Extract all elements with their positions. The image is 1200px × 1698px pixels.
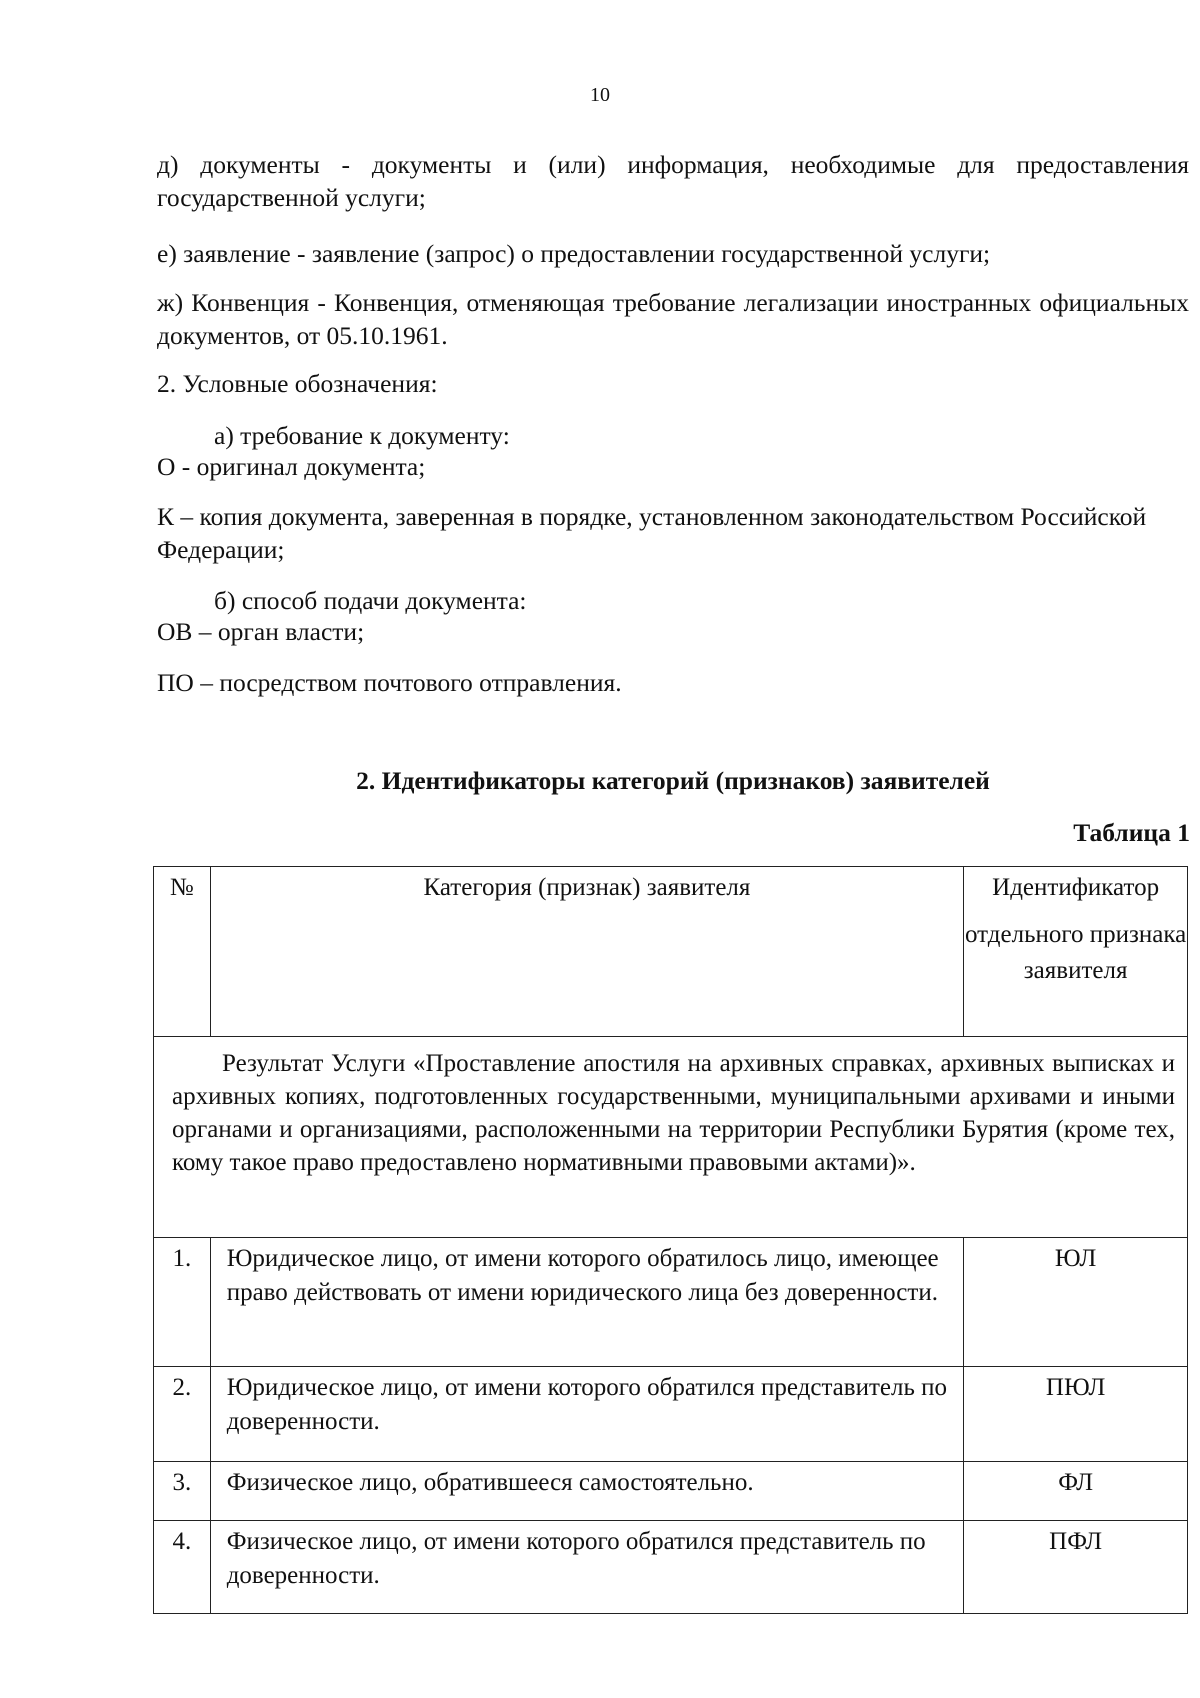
definition-zh: ж) Конвенция - Конвенция, отменяющая требование легализации иностранных официальных документов, от 05.10.1961.	[157, 288, 1189, 350]
row-identifier: ФЛ	[964, 1462, 1188, 1521]
row-number: 3.	[154, 1462, 211, 1521]
row-category: Физическое лицо, от имени которого обратился представитель по доверенности.	[210, 1521, 964, 1614]
row-number: 2.	[154, 1367, 211, 1462]
row-category: Юридическое лицо, от имени которого обратился представитель по доверенности.	[210, 1367, 964, 1462]
legend-requirement-title: а) требование к документу:	[214, 421, 510, 450]
service-result-row	[154, 1037, 1188, 1238]
row-number: 1.	[154, 1238, 211, 1367]
applicant-categories-table	[153, 866, 1188, 1614]
header-identifier	[964, 867, 1188, 1037]
legend-authority: ОВ – орган власти;	[157, 617, 365, 646]
row-category: Физическое лицо, обратившееся самостоятельно.	[210, 1462, 964, 1521]
table-caption: Таблица 1	[1073, 818, 1190, 847]
row-category: Юридическое лицо, от имени которого обратилось лицо, имеющее право действовать от имени юридического лица без доверенности.	[210, 1238, 964, 1367]
service-result-cell: Результат Услуги «Проставление апостиля на архивных справках, архивных выписках и архивных копиях, подготовленных государственными, муниципальными архивами и иными органами и организациями, расположенными на территории Республики Бурятия (кроме тех, кому такое право предоставлено нормативными правовыми актами)».	[154, 1037, 1188, 1238]
legend-submission-title: б) способ подачи документа:	[214, 586, 527, 615]
row-identifier: ЮЛ	[964, 1238, 1188, 1367]
header-identifier-line1: Идентификатор	[992, 874, 1160, 901]
table-row	[154, 1367, 1188, 1462]
header-number: №	[154, 867, 211, 1037]
legend-title: 2. Условные обозначения:	[157, 369, 438, 398]
table-row	[154, 1462, 1188, 1521]
row-identifier: ПФЛ	[964, 1521, 1188, 1614]
header-category: Категория (признак) заявителя	[210, 867, 964, 1037]
page-number: 10	[590, 84, 610, 106]
table-header-row	[154, 867, 1188, 1037]
table-row	[154, 1238, 1188, 1367]
definition-e: е) заявление - заявление (запрос) о предоставлении государственной услуги;	[157, 239, 991, 268]
section-heading: 2. Идентификаторы категорий (признаков) заявителей	[356, 766, 990, 795]
legend-copy: К – копия документа, заверенная в порядке, установленном законодательством Российской Федерации;	[157, 502, 1147, 564]
definition-d: д) документы - документы и (или) информация, необходимые для предоставления государственной услуги;	[157, 150, 1189, 212]
row-number: 4.	[154, 1521, 211, 1614]
header-identifier-line2: отдельного признака заявителя	[965, 921, 1187, 984]
table-row	[154, 1521, 1188, 1614]
row-identifier: ПЮЛ	[964, 1367, 1188, 1462]
legend-mail: ПО – посредством почтового отправления.	[157, 668, 622, 697]
legend-original: О - оригинал документа;	[157, 452, 426, 481]
